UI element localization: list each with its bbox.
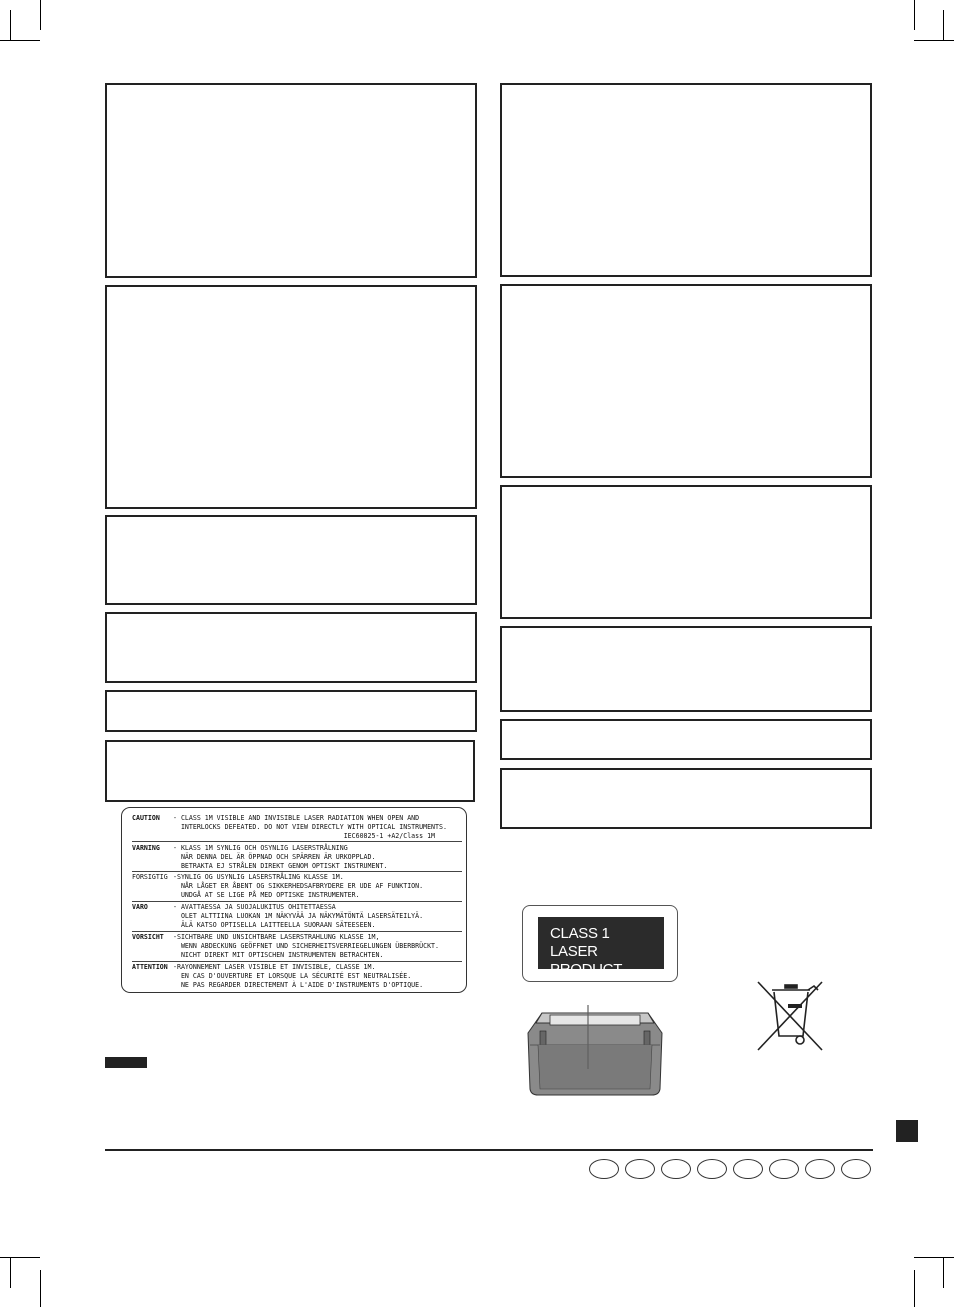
crop-mark <box>914 0 915 30</box>
warning-line: EN CAS D'OUVERTURE ET LORSQUE LA SÉCURITÉ EST NEUTRALISÉE. <box>173 972 412 980</box>
warning-line: NÅR LÅGET ER ÅBENT OG SIKKERHEDSAFBRYDERE ER UDE AF FUNKTION. <box>173 882 424 890</box>
warning-heading: FORSIGTIG <box>132 873 168 881</box>
crop-mark <box>943 1258 944 1288</box>
section-marker-bar <box>105 1057 147 1068</box>
left-box-4 <box>105 612 477 683</box>
crop-mark <box>914 1270 915 1307</box>
warning-separator <box>132 901 462 902</box>
crop-mark <box>943 10 944 40</box>
warning-heading: VARNING <box>132 844 160 852</box>
warning-heading: CAUTION <box>132 814 160 822</box>
page-tab-marker <box>896 1120 918 1142</box>
device-top-view-icon <box>520 1005 670 1100</box>
crop-mark <box>914 1257 954 1258</box>
warning-line: -SICHTBARE UND UNSICHTBARE LASERSTRAHLUNG KLASSE 1M, <box>173 933 380 941</box>
crop-mark <box>40 0 41 30</box>
warning-line: -SYNLIG OG USYNLIG LASERSTRÅLING KLASSE 1M. <box>173 873 344 881</box>
warning-line: INTERLOCKS DEFEATED. DO NOT VIEW DIRECTLY WITH OPTICAL INSTRUMENTS. <box>173 823 447 831</box>
warning-line: -RAYONNEMENT LASER VISIBLE ET INVISIBLE, CLASSE 1M. <box>173 963 376 971</box>
crop-mark <box>0 1257 40 1258</box>
left-box-3 <box>105 515 477 605</box>
warning-line: NE PAS REGARDER DIRECTEMENT À L'AIDE D'INSTRUMENTS D'OPTIQUE. <box>173 981 424 989</box>
language-circle <box>733 1159 763 1179</box>
language-circle <box>805 1159 835 1179</box>
right-box-3 <box>500 485 872 619</box>
left-box-5 <box>105 690 477 732</box>
crop-mark <box>10 10 11 40</box>
warning-line: UNDGÅ AT SE LIGE PÅ MED OPTISKE INSTRUMENTER. <box>173 891 360 899</box>
warning-separator <box>132 871 462 872</box>
warning-line: ÄLÄ KATSO OPTISELLA LAITTEELLA SUORAAN SÄTEESEEN. <box>173 921 376 929</box>
right-box-4 <box>500 626 872 712</box>
crop-mark <box>40 1270 41 1307</box>
language-circle <box>697 1159 727 1179</box>
crop-mark <box>10 1258 11 1288</box>
warning-line: - CLASS 1M VISIBLE AND INVISIBLE LASER RADIATION WHEN OPEN AND <box>173 814 420 822</box>
warning-separator <box>132 931 462 932</box>
crop-mark <box>914 40 954 41</box>
footer-rule <box>105 1149 873 1151</box>
right-box-2 <box>500 284 872 478</box>
warning-line: NÄR DENNA DEL ÄR ÖPPNAD OCH SPÄRREN ÄR URKOPPLAD. <box>173 853 376 861</box>
crop-mark <box>0 40 40 41</box>
language-circle <box>661 1159 691 1179</box>
warning-line: WENN ABDECKUNG GEÖFFNET UND SICHERHEITSVERRIEGELUNGEN ÜBERBRÜCKT. <box>173 942 439 950</box>
warning-line: BETRAKTA EJ STRÅLEN DIREKT GENOM OPTISKT INSTRUMENT. <box>173 862 388 870</box>
right-box-1 <box>500 83 872 277</box>
warning-line: - KLASS 1M SYNLIG OCH OSYNLIG LASERSTRÅLNING <box>173 844 348 852</box>
left-box-1 <box>105 83 477 278</box>
warning-line: NICHT DIREKT MIT OPTISCHEN INSTRUMENTEN BETRACHTEN. <box>173 951 384 959</box>
warning-line: OLET ALTTIINA LUOKAN 1M NÄKYVÄÄ JA NÄKYMÄTÖNTÄ LASERSÄTEILYÄ. <box>173 912 424 920</box>
warning-heading: VORSICHT <box>132 933 164 941</box>
left-box-6 <box>105 740 475 802</box>
class-label-line-1: CLASS 1 <box>550 925 610 942</box>
class-1-laser-label <box>522 905 678 982</box>
laser-warning-label <box>121 807 467 993</box>
warning-line: - AVATTAESSA JA SUOJALUKITUS OHITETTAESSA <box>173 903 336 911</box>
warning-line: IEC60825-1 +A2/Class 1M <box>173 832 436 840</box>
warning-heading: ATTENTION <box>132 963 168 971</box>
crossed-out-wheelie-bin-icon <box>752 974 828 1054</box>
language-circle <box>841 1159 871 1179</box>
language-circle <box>769 1159 799 1179</box>
class-label-line-2: LASER PRODUCT <box>550 943 623 978</box>
right-box-6 <box>500 768 872 829</box>
right-box-5 <box>500 719 872 760</box>
language-circle <box>589 1159 619 1179</box>
left-box-2 <box>105 285 477 509</box>
warning-separator <box>132 961 462 962</box>
warning-heading: VARO <box>132 903 148 911</box>
warning-separator <box>132 841 462 842</box>
language-circle <box>625 1159 655 1179</box>
